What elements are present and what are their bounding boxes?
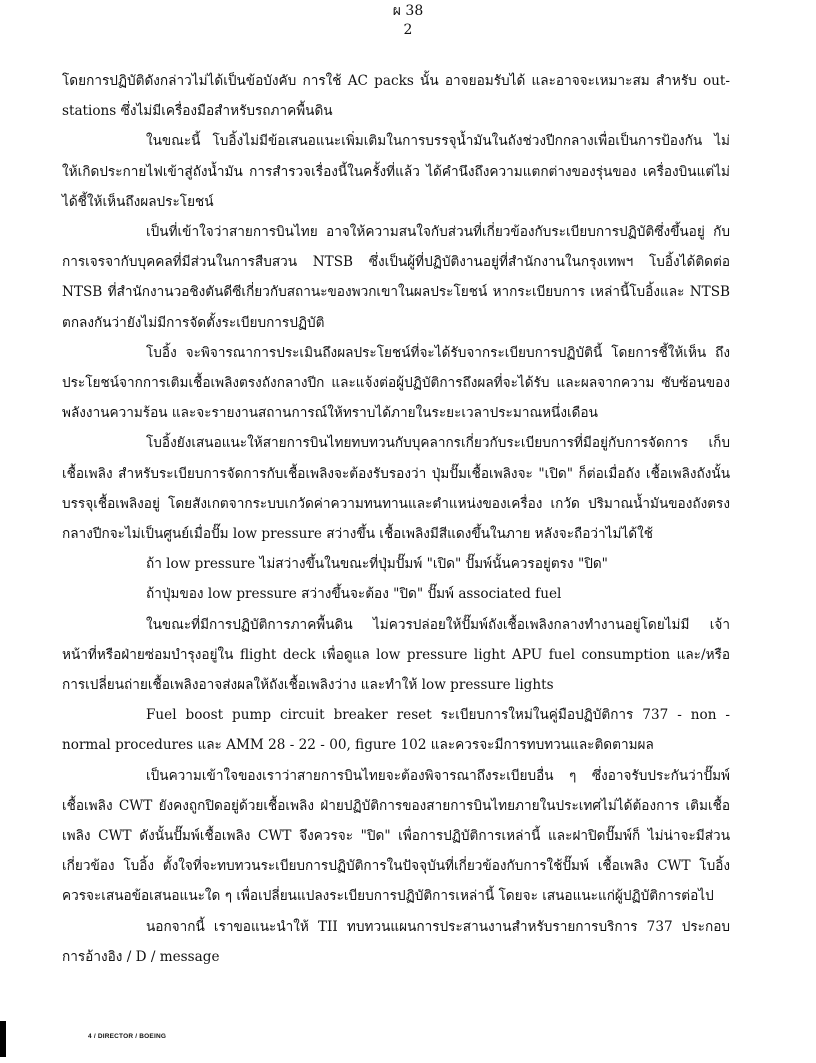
paragraph-6: ในขณะที่มีการปฏิบัติการภาคพื้นดิน ไม่ควรปล่อยให้ปั๊มพ์ถังเชื้อเพลิงกลางทำงานอยู่โดยไม่มี เจ้าหน้าที่หรือฝ่ายซ่อมบำรุงอยู่ใน flight deck เพื่อดูแล low pressure light APU fuel consumption และ/หรือ การเปลี่ยนถ่ายเชื้อเพลิงอาจส่งผลให้ถังเชื้อเพลิงว่าง และทำให้ low pressure lights [62, 616, 730, 694]
page-header-code: ผ 38 [392, 3, 424, 19]
list-item-1: ถ้า low pressure ไม่สว่างขึ้นในขณะที่ปุ่มปั๊มพ์ "เปิด" ปั๊มพ์นั้นควรอยู่ตรง "ปิด" [146, 556, 608, 573]
paragraph-8: เป็นความเข้าใจของเราว่าสายการบินไทยจะต้องพิจารณาถึงระเบียบอื่น ๆ ซึ่งอาจรับประกันว่าปั๊มพ์ เชื้อเพลิง CWT ยังคงถูกปิดอยู่ด้วยเชื้อเพลิง ฝ่ายปฏิบัติการของสายการบินไทยภายในประเทศไม่ได้ต้องการ เติมเชื้อเพลิง CWT ดังนั้นปั๊มพ์เชื้อเพลิง CWT จึงควรจะ "ปิด" เพื่อการปฏิบัติการเหล่านี้ และฝาปิดปั๊มพ์ก็ ไม่น่าจะมีส่วนเกี่ยวข้อง โบอิ้ง ตั้งใจที่จะทบทวนระเบียบการปฏิบัติการในปัจจุบันที่เกี่ยวข้องกับการใช้ปั๊มพ์ เชื้อเพลิง CWT โบอิ้งควรจะเสนอข้อเสนอแนะใด ๆ เพื่อเปลี่ยนแปลงระเบียบการปฏิบัติการเหล่านี้ โดยจะ เสนอแนะแก่ผู้ปฏิบัติการต่อไป [62, 767, 730, 905]
page-number: 2 [403, 22, 413, 38]
list-item-2: ถ้าปุ่มของ low pressure สว่างขึ้นจะต้อง "ปิด" ปั๊มพ์ associated fuel [146, 586, 562, 603]
document-body [62, 66, 730, 972]
paragraph-2: ในขณะนี้ โบอิ้งไม่มีข้อเสนอแนะเพิ่มเติมในการบรรจุน้ำมันในถังช่วงปีกกลางเพื่อเป็นการป้องกัน ไม่ให้เกิดประกายไฟเข้าสู่ถังน้ำมัน การสำรวจเรื่องนี้ในครั้งที่แล้ว ได้คำนึงถึงความแตกต่างของรุ่นของ เครื่องบินแต่ไม่ได้ชี้ให้เห็นถึงผลประโยชน์ [62, 133, 730, 210]
paragraph-7: Fuel boost pump circuit breaker reset ระเบียบการใหม่ในคู่มือปฏิบัติการ 737 - non - normal procedures และ AMM 28 - 22 - 00, figure 102 และควรจะมีการทบทวนและติดตามผล [62, 707, 730, 754]
paragraph-4: โบอิ้ง จะพิจารณาการประเมินถึงผลประโยชน์ที่จะได้รับจากระเบียบการปฏิบัตินี้ โดยการชี้ให้เห็น ถึงประโยชน์จากการเติมเชื้อเพลิงตรงถังกลางปีก และแจ้งต่อผู้ปฏิบัติการถึงผลที่จะได้รับ และผลจากความ ซับซ้อนของพลังงานความร้อน และจะรายงานสถานการณ์ให้ทราบได้ภายในระยะเวลาประมาณหนึ่งเดือน [62, 344, 730, 422]
page-footer: 4 / DIRECTOR / BOEING [88, 1033, 167, 1040]
scan-margin-mark [0, 1021, 6, 1057]
paragraph-5: โบอิ้งยังเสนอแนะให้สายการบินไทยทบทวนกับบุคลากรเกี่ยวกับระเบียบการที่มีอยู่กับการจัดการ เก็บเชื้อเพลิง สำหรับระเบียบการจัดการกับเชื้อเพลิงจะต้องรับรองว่า ปุ่มปั๊มเชื้อเพลิงจะ "เปิด" ก็ต่อเมื่อถัง เชื้อเพลิงถังนั้นบรรจุเชื้อเพลิงอยู่ โดยสังเกตจากระบบเกวัดค่าความทนทานและตำแหน่งของเครื่อง เกวัด ปริมาณน้ำมันของถังตรงกลางปีกจะไม่เป็นศูนย์เมื่อปั๊ม low pressure สว่างขึ้น เชื้อเพลิงมีสีแดงขึ้นในภาย หลังจะถือว่าไม่ได้ใช้ [62, 435, 730, 543]
paragraph-1: โดยการปฏิบัติดังกล่าวไม่ได้เป็นข้อบังคับ การใช้ AC packs นั้น อาจยอมรับได้ และอาจจะเหมาะสม สำหรับ out-stations ซึ่งไม่มีเครื่องมือสำหรับรถภาคพื้นดิน [62, 73, 730, 120]
paragraph-3: เป็นที่เข้าใจว่าสายการบินไทย อาจให้ความสนใจกับส่วนที่เกี่ยวข้องกับระเบียบการปฏิบัติซึ่งขึ้นอยู่ กับการเจรจากับบุคคลที่มีส่วนในการสืบสวน NTSB ซึ่งเป็นผู้ที่ปฏิบัติงานอยู่ที่สำนักงานในกรุงเทพฯ โบอิ้งได้ติดต่อ NTSB ที่สำนักงานวอชิงตันดีซีเกี่ยวกับสถานะของพวกเขาในผลประโยชน์ หากระเบียบการ เหล่านี้โบอิ้งและ NTSB ตกลงกันว่ายังไม่มีการจัดตั้งระเบียบการปฏิบัติ [62, 224, 730, 331]
paragraph-9: นอกจากนี้ เราขอแนะนำให้ TII ทบทวนแผนการประสานงานสำหรับรายการบริการ 737 ประกอบ การอ้างอิง / D / message [62, 918, 730, 965]
